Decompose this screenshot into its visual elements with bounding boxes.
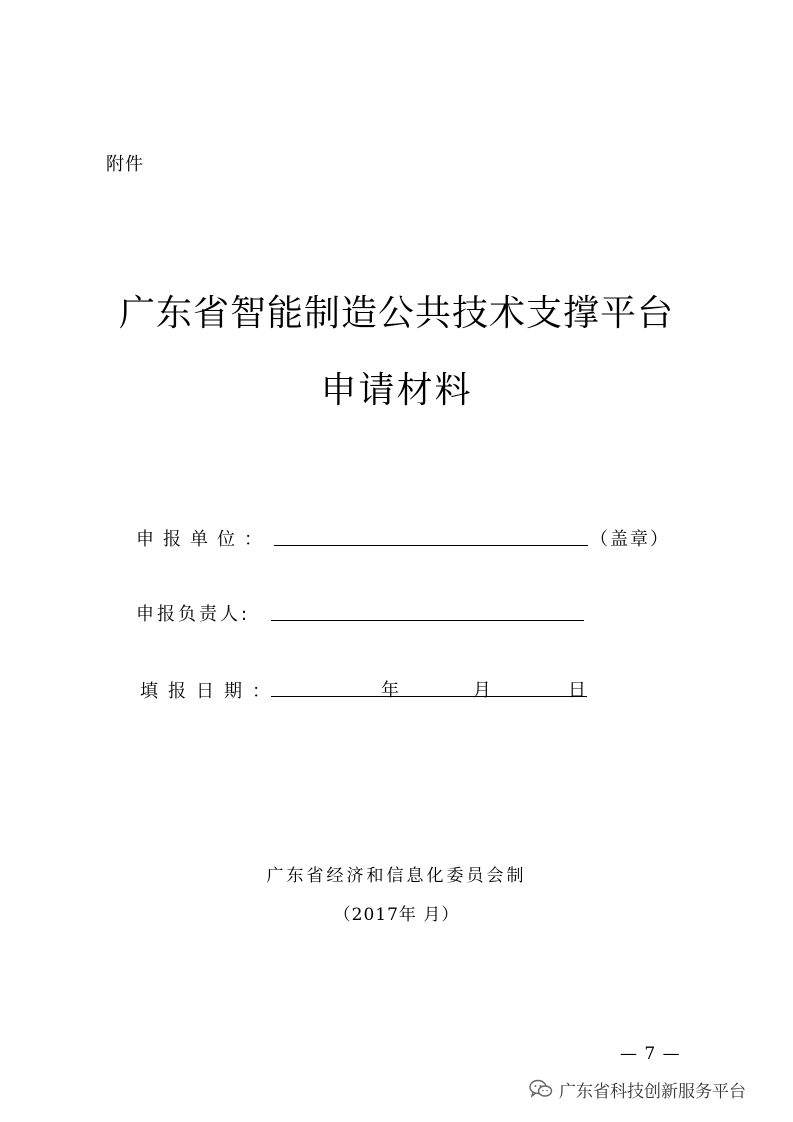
wechat-icon bbox=[529, 1079, 553, 1099]
document-subtitle: 申请材料 bbox=[320, 370, 473, 411]
date-month-label: 月 bbox=[473, 680, 491, 701]
watermark bbox=[529, 1076, 746, 1102]
fill-date-label: 填报日期： bbox=[140, 681, 280, 702]
applicant-unit-label: 申报单位： bbox=[136, 529, 271, 550]
attachment-label: 附件 bbox=[106, 154, 144, 175]
issuing-authority: 广东省经济和信息化委员会制 bbox=[266, 866, 527, 886]
applicant-person-label: 申报负责人: bbox=[136, 604, 251, 625]
watermark-text: 广东省科技创新服务平台 bbox=[559, 1081, 746, 1102]
fill-date-field[interactable] bbox=[271, 696, 587, 697]
date-day-label: 日 bbox=[568, 680, 586, 701]
applicant-unit-field[interactable] bbox=[274, 545, 588, 546]
issue-date: （2017年 月） bbox=[333, 905, 460, 925]
seal-note: （盖章） bbox=[590, 529, 670, 550]
date-year-label: 年 bbox=[381, 680, 399, 701]
document-title: 广东省智能制造公共技术支撑平台 bbox=[118, 293, 674, 334]
applicant-person-field[interactable] bbox=[271, 620, 584, 621]
page-number: — 7 — bbox=[620, 1044, 681, 1064]
